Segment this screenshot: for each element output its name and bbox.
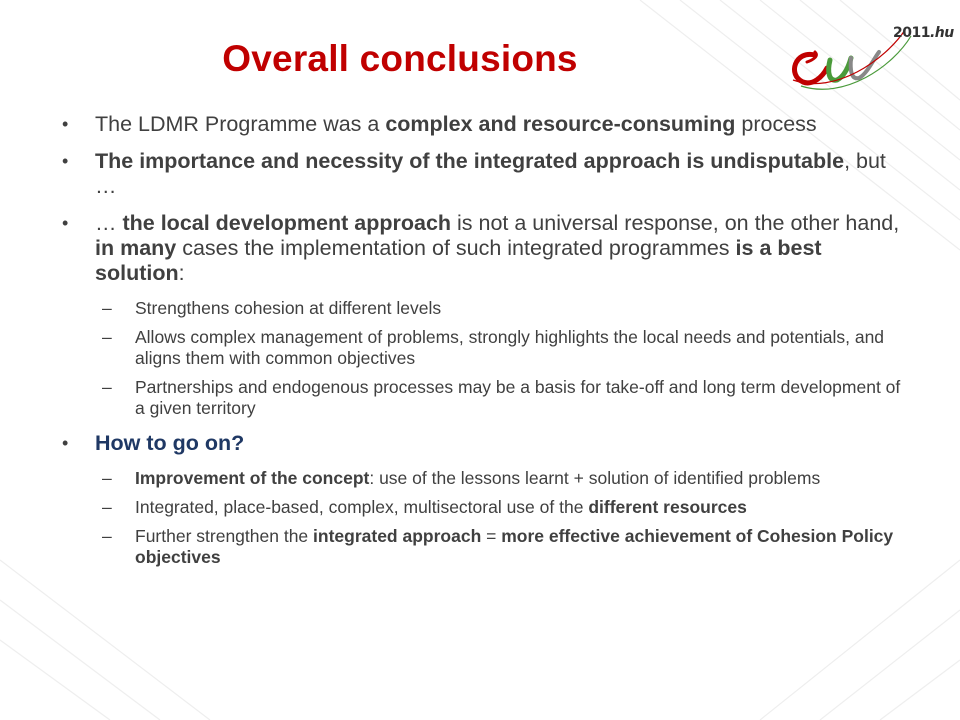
bullet-marker: • [62, 433, 69, 453]
text-run: Partnerships and endogenous processes may be a basis for take-off and long term development of a given territory [135, 377, 901, 418]
text-run: cases the implementation of such integrated programmes [176, 236, 736, 260]
logo-year-text [893, 25, 954, 41]
text-run: in many [95, 236, 177, 260]
dash-marker: – [102, 497, 112, 517]
dash-marker: – [102, 298, 112, 318]
bullet-marker: • [62, 213, 69, 233]
text-run: the local development approach [122, 211, 452, 235]
sub-bullet-item [102, 377, 907, 419]
sub-bullet-item [102, 526, 907, 568]
sub-bullet-item [102, 468, 907, 489]
text-run: more effective achievement of Cohesion Policy objectives [135, 526, 894, 567]
logo-year: 2011 [893, 25, 930, 41]
text-run: Strengthens cohesion at different levels [135, 298, 442, 318]
sub-bullet-item [102, 327, 907, 369]
logo-domain: .hu [929, 25, 954, 41]
text-run: , but … [95, 149, 886, 198]
text-run: is not a universal response, on the other hand, [451, 211, 900, 235]
text-run: complex and resource-consuming [385, 112, 736, 136]
bullet-item [62, 112, 907, 137]
bullet-item [62, 211, 907, 286]
text-run: Allows complex management of problems, strongly highlights the local needs and potentials, and aligns them with common objectives [135, 327, 885, 368]
text-run: process [735, 112, 817, 136]
text-run: is a best solution [95, 236, 822, 285]
bullet-marker: • [62, 151, 69, 171]
text-run: Integrated, place-based, complex, multisectoral use of the [135, 497, 589, 517]
text-run: different resources [588, 497, 747, 517]
text-run: : [178, 261, 185, 285]
sub-bullet-item [102, 497, 907, 518]
bullet-item [62, 431, 907, 456]
slide-title: Overall conclusions [222, 38, 578, 79]
dash-marker: – [102, 468, 112, 488]
sub-bullet-item [102, 298, 907, 319]
text-run: The importance and necessity of the integrated approach is undisputable [95, 149, 845, 173]
text-run: : use of the lessons learnt + solution of identified problems [369, 468, 821, 488]
dash-marker: – [102, 377, 112, 397]
text-run: = [481, 526, 502, 546]
bullet-marker: • [62, 114, 69, 134]
text-run: How to go on? [95, 431, 245, 455]
text-run: integrated approach [313, 526, 482, 546]
dash-marker: – [102, 526, 112, 546]
text-run: … [95, 211, 123, 235]
bullet-item [62, 149, 907, 199]
bullet-list [62, 112, 907, 580]
text-run: Improvement of the concept [135, 468, 370, 488]
text-run: The LDMR Programme was a [95, 112, 386, 136]
dash-marker: – [102, 327, 112, 347]
text-run: Further strengthen the [135, 526, 314, 546]
